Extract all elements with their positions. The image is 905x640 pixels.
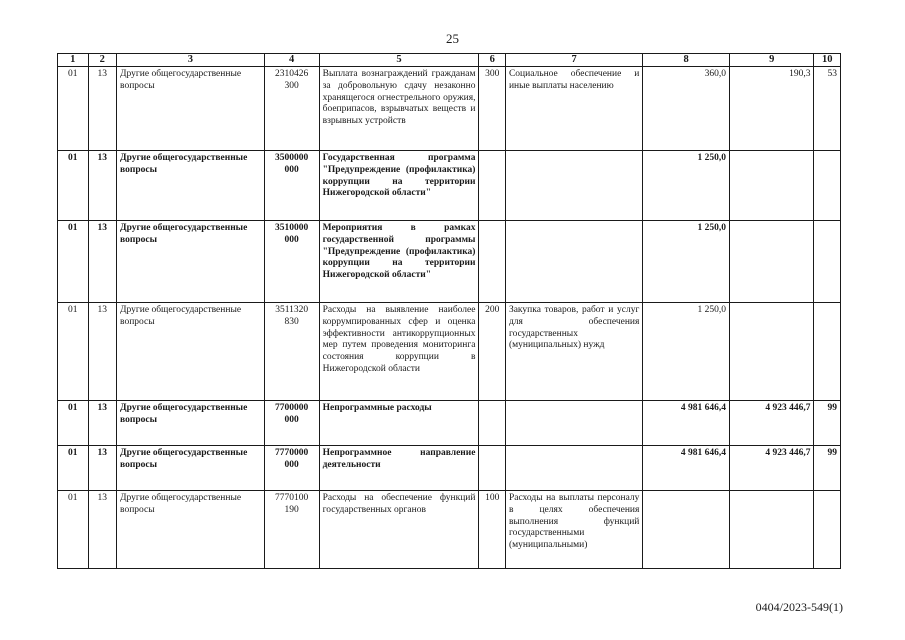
planned-amount: 4 981 646,4 [643, 401, 730, 446]
target-article-name: Непрограммное направление деятельности [319, 446, 479, 491]
executed-amount [729, 221, 814, 303]
target-article-code: 7770000 000 [264, 446, 319, 491]
column-header: 10 [814, 54, 841, 67]
subsection-code: 13 [88, 401, 117, 446]
execution-percent: 53 [814, 67, 841, 151]
execution-percent [814, 303, 841, 401]
expense-type-code [479, 446, 505, 491]
section-name: Другие общегосударственные вопросы [117, 303, 265, 401]
column-header: 8 [643, 54, 730, 67]
table-row [58, 151, 841, 221]
planned-amount: 360,0 [643, 67, 730, 151]
section-name: Другие общегосударственные вопросы [117, 151, 265, 221]
expense-type-code [479, 221, 505, 303]
execution-percent [814, 491, 841, 569]
column-header: 3 [117, 54, 265, 67]
target-article-code: 3510000 000 [264, 221, 319, 303]
subsection-code: 13 [88, 303, 117, 401]
expense-type-name: Расходы на выплаты персоналу в целях обеспечения выполнения функций государственными (муниципальными) [505, 491, 642, 569]
planned-amount: 1 250,0 [643, 151, 730, 221]
table-row [58, 67, 841, 151]
expense-type-name [505, 151, 642, 221]
execution-percent: 99 [814, 446, 841, 491]
section-name: Другие общегосударственные вопросы [117, 67, 265, 151]
table-row [58, 491, 841, 569]
target-article-name: Мероприятия в рамках государственной программы "Предупреждение (профилактика) коррупции на территории Нижегородской области" [319, 221, 479, 303]
column-header: 7 [505, 54, 642, 67]
expense-type-code [479, 401, 505, 446]
target-article-code: 2310426 300 [264, 67, 319, 151]
section-code: 01 [58, 303, 89, 401]
planned-amount: 4 981 646,4 [643, 446, 730, 491]
section-code: 01 [58, 491, 89, 569]
execution-percent: 99 [814, 401, 841, 446]
execution-percent [814, 221, 841, 303]
expense-type-name [505, 446, 642, 491]
section-code: 01 [58, 221, 89, 303]
executed-amount: 4 923 446,7 [729, 446, 814, 491]
table-row [58, 303, 841, 401]
executed-amount: 4 923 446,7 [729, 401, 814, 446]
target-article-code: 7700000 000 [264, 401, 319, 446]
section-code: 01 [58, 67, 89, 151]
target-article-name: Выплата вознаграждений гражданам за добровольную сдачу незаконно хранящегося огнестрельного оружия, боеприпасов, взрывчатых веществ и взрывных устройств [319, 67, 479, 151]
column-header: 1 [58, 54, 89, 67]
column-header: 6 [479, 54, 505, 67]
expense-type-code: 200 [479, 303, 505, 401]
expense-type-name: Социальное обеспечение и иные выплаты населению [505, 67, 642, 151]
budget-table [57, 53, 841, 569]
page-number: 25 [446, 31, 459, 46]
expense-type-code: 300 [479, 67, 505, 151]
target-article-code: 3511320 830 [264, 303, 319, 401]
table-row [58, 446, 841, 491]
expense-type-code [479, 151, 505, 221]
planned-amount: 1 250,0 [643, 221, 730, 303]
subsection-code: 13 [88, 446, 117, 491]
target-article-name: Расходы на обеспечение функций государственных органов [319, 491, 479, 569]
section-name: Другие общегосударственные вопросы [117, 446, 265, 491]
target-article-code: 3500000 000 [264, 151, 319, 221]
executed-amount [729, 303, 814, 401]
section-code: 01 [58, 151, 89, 221]
subsection-code: 13 [88, 67, 117, 151]
target-article-code: 7770100 190 [264, 491, 319, 569]
document-code: 0404/2023-549(1) [755, 600, 843, 614]
expense-type-name [505, 401, 642, 446]
expense-type-name [505, 221, 642, 303]
target-article-name: Непрограммные расходы [319, 401, 479, 446]
expense-type-code: 100 [479, 491, 505, 569]
header-row [58, 54, 841, 67]
column-header: 9 [729, 54, 814, 67]
subsection-code: 13 [88, 151, 117, 221]
expense-type-name: Закупка товаров, работ и услуг для обеспечения государственных (муниципальных) нужд [505, 303, 642, 401]
table-row [58, 401, 841, 446]
execution-percent [814, 151, 841, 221]
column-header: 5 [319, 54, 479, 67]
subsection-code: 13 [88, 221, 117, 303]
subsection-code: 13 [88, 491, 117, 569]
section-code: 01 [58, 446, 89, 491]
target-article-name: Государственная программа "Предупреждение (профилактика) коррупции на территории Нижегородской области" [319, 151, 479, 221]
section-name: Другие общегосударственные вопросы [117, 491, 265, 569]
column-header: 2 [88, 54, 117, 67]
executed-amount: 190,3 [729, 67, 814, 151]
section-code: 01 [58, 401, 89, 446]
planned-amount: 1 250,0 [643, 303, 730, 401]
planned-amount [643, 491, 730, 569]
table-row [58, 221, 841, 303]
target-article-name: Расходы на выявление наиболее коррумпированных сфер и оценка эффективности антикоррупционных мер путем проведения мониторинга состояния коррупции в Нижегородской области [319, 303, 479, 401]
column-header: 4 [264, 54, 319, 67]
executed-amount [729, 151, 814, 221]
executed-amount [729, 491, 814, 569]
section-name: Другие общегосударственные вопросы [117, 221, 265, 303]
section-name: Другие общегосударственные вопросы [117, 401, 265, 446]
